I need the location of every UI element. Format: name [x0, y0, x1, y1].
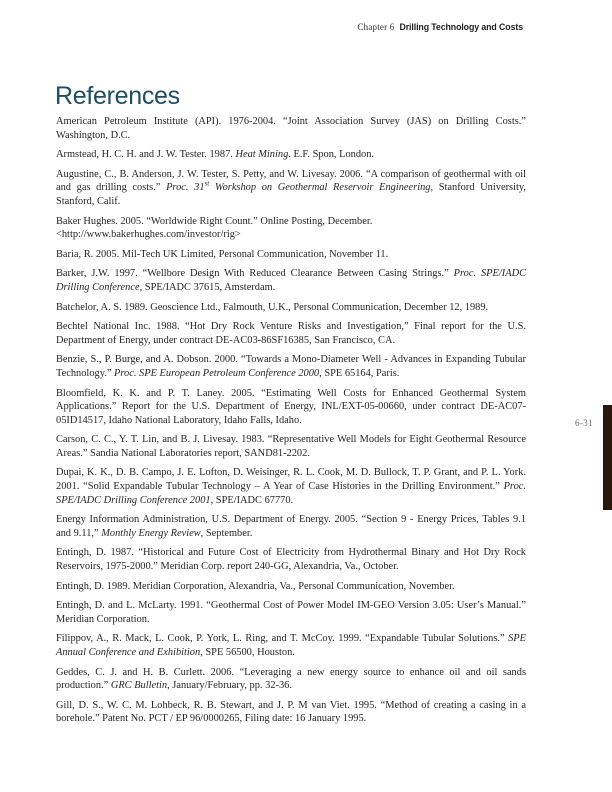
reference-entry: Geddes, C. J. and H. B. Curlett. 2006. “Leveraging a new energy source to enhance oil and oil sands production.” GRC Bulletin, January/February, pp. 32-36.	[56, 666, 526, 692]
reference-entry: Bechtel National Inc. 1988. “Hot Dry Rock Venture Risks and Investigation,” Final report for the U.S. Department of Energy, under contract DE-AC03-86SF16385, San Francisco, CA.	[56, 321, 526, 346]
chapter-tab	[603, 405, 612, 510]
reference-entry: Bloomfield, K. K. and P. T. Laney. 2005. “Estimating Well Costs for Enhanced Geothermal System Applications.” Report for the U.S. Department of Energy, INL/EXT-05-00660, under contract DE-AC07-05ID14517, Idaho National Laboratory, Idaho Falls, Idaho.	[56, 387, 526, 426]
page-title: References	[55, 82, 180, 110]
reference-entry: Baria, R. 2005. Mil-Tech UK Limited, Personal Communication, November 11.	[56, 248, 389, 260]
reference-list	[56, 115, 526, 732]
reference-entry: Entingh, D. 1987. “Historical and Future Cost of Electricity from Hydrothermal Binary and Hot Dry Rock Reservoirs, 1975-2000.” Meridian Corp. report 240-GG, Alexandria, Va., October.	[56, 547, 526, 573]
running-header	[0, 17, 523, 35]
reference-entry: Gill, D. S., W. C. M. Lohbeck, R. B. Stewart, and J. P. M van Viet. 1995. “Method of creating a casing in a borehole.” Patent No. PCT / EP 96/0000265, Filing date: 16 January 1995.	[56, 699, 526, 725]
chapter-title: Drilling Technology and Costs	[399, 22, 523, 32]
reference-entry: Benzie, S., P. Burge, and A. Dobson. 2000. “Towards a Mono-Diameter Well - Advances in Expanding Tubular Technology.” Proc. SPE European Petroleum Conference 2000, SPE 65164, Paris.	[56, 354, 526, 379]
reference-entry: Carson, C. C., Y. T. Lin, and B. J. Livesay. 1983. “Representative Well Models for Eight Geothermal Resource Areas.” Sandia National Laboratories report, SAND81-2202.	[56, 434, 526, 459]
reference-entry: Barker, J.W. 1997. “Wellbore Design With Reduced Clearance Between Casing Strings.” Proc. SPE/IADC Drilling Conference, SPE/IADC 37615, Amsterdam.	[56, 268, 527, 293]
reference-entry: Augustine, C., B. Anderson, J. W. Tester, S. Petty, and W. Livesay. 2006. “A comparison of geothermal with oil and gas drilling costs.” Proc. 31st Workshop on Geothermal Reservoir Engineering, Stanford University, Stanford, Calif.	[56, 168, 526, 207]
page-number: 6-31	[575, 418, 594, 428]
chapter-label: Chapter 6	[357, 22, 395, 32]
reference-entry: Baker Hughes. 2005. “Worldwide Right Count.” Online Posting, December. <http://www.bakerhughes.com/investor/rig>	[56, 215, 373, 241]
reference-entry: American Petroleum Institute (API). 1976-2004. “Joint Association Survey (JAS) on Drilling Costs.” Washington, D.C.	[56, 116, 526, 141]
reference-entry: Entingh, D. and L. McLarty. 1991. “Geothermal Cost of Power Model IM-GEO Version 3.05: User’s Manual.” Meridian Corporation.	[56, 600, 526, 625]
reference-entry: Armstead, H. C. H. and J. W. Tester. 1987. Heat Mining. E.F. Spon, London.	[56, 149, 375, 161]
reference-entry: Energy Information Administration, U.S. Department of Energy. 2005. “Section 9 - Energy Prices, Tables 9.1 and 9.11,” Monthly Energy Review, September.	[56, 514, 526, 539]
reference-entry: Filippov, A., R. Mack, L. Cook, P. York, L. Ring, and T. McCoy. 1999. “Expandable Tubular Solutions.” SPE Annual Conference and Exhibition, SPE 56500, Houston.	[56, 633, 526, 658]
reference-entry: Batchelor, A. S. 1989. Geoscience Ltd., Falmouth, U.K., Personal Communication, December 12, 1989.	[56, 301, 489, 313]
reference-entry: Entingh, D. 1989. Meridian Corporation, Alexandria, Va., Personal Communication, November.	[56, 580, 455, 592]
reference-entry: Dupai, K. K., D. B. Campo, J. E. Lofton, D. Weisinger, R. L. Cook, M. D. Bullock, T. P. Grant, and P. L. York. 2001. “Solid Expandable Tubular Technology – A Year of Case Histories in the Drilling Environment.” Proc. SPE/IADC Drilling Conference 2001, SPE/IADC 67770.	[56, 467, 526, 506]
